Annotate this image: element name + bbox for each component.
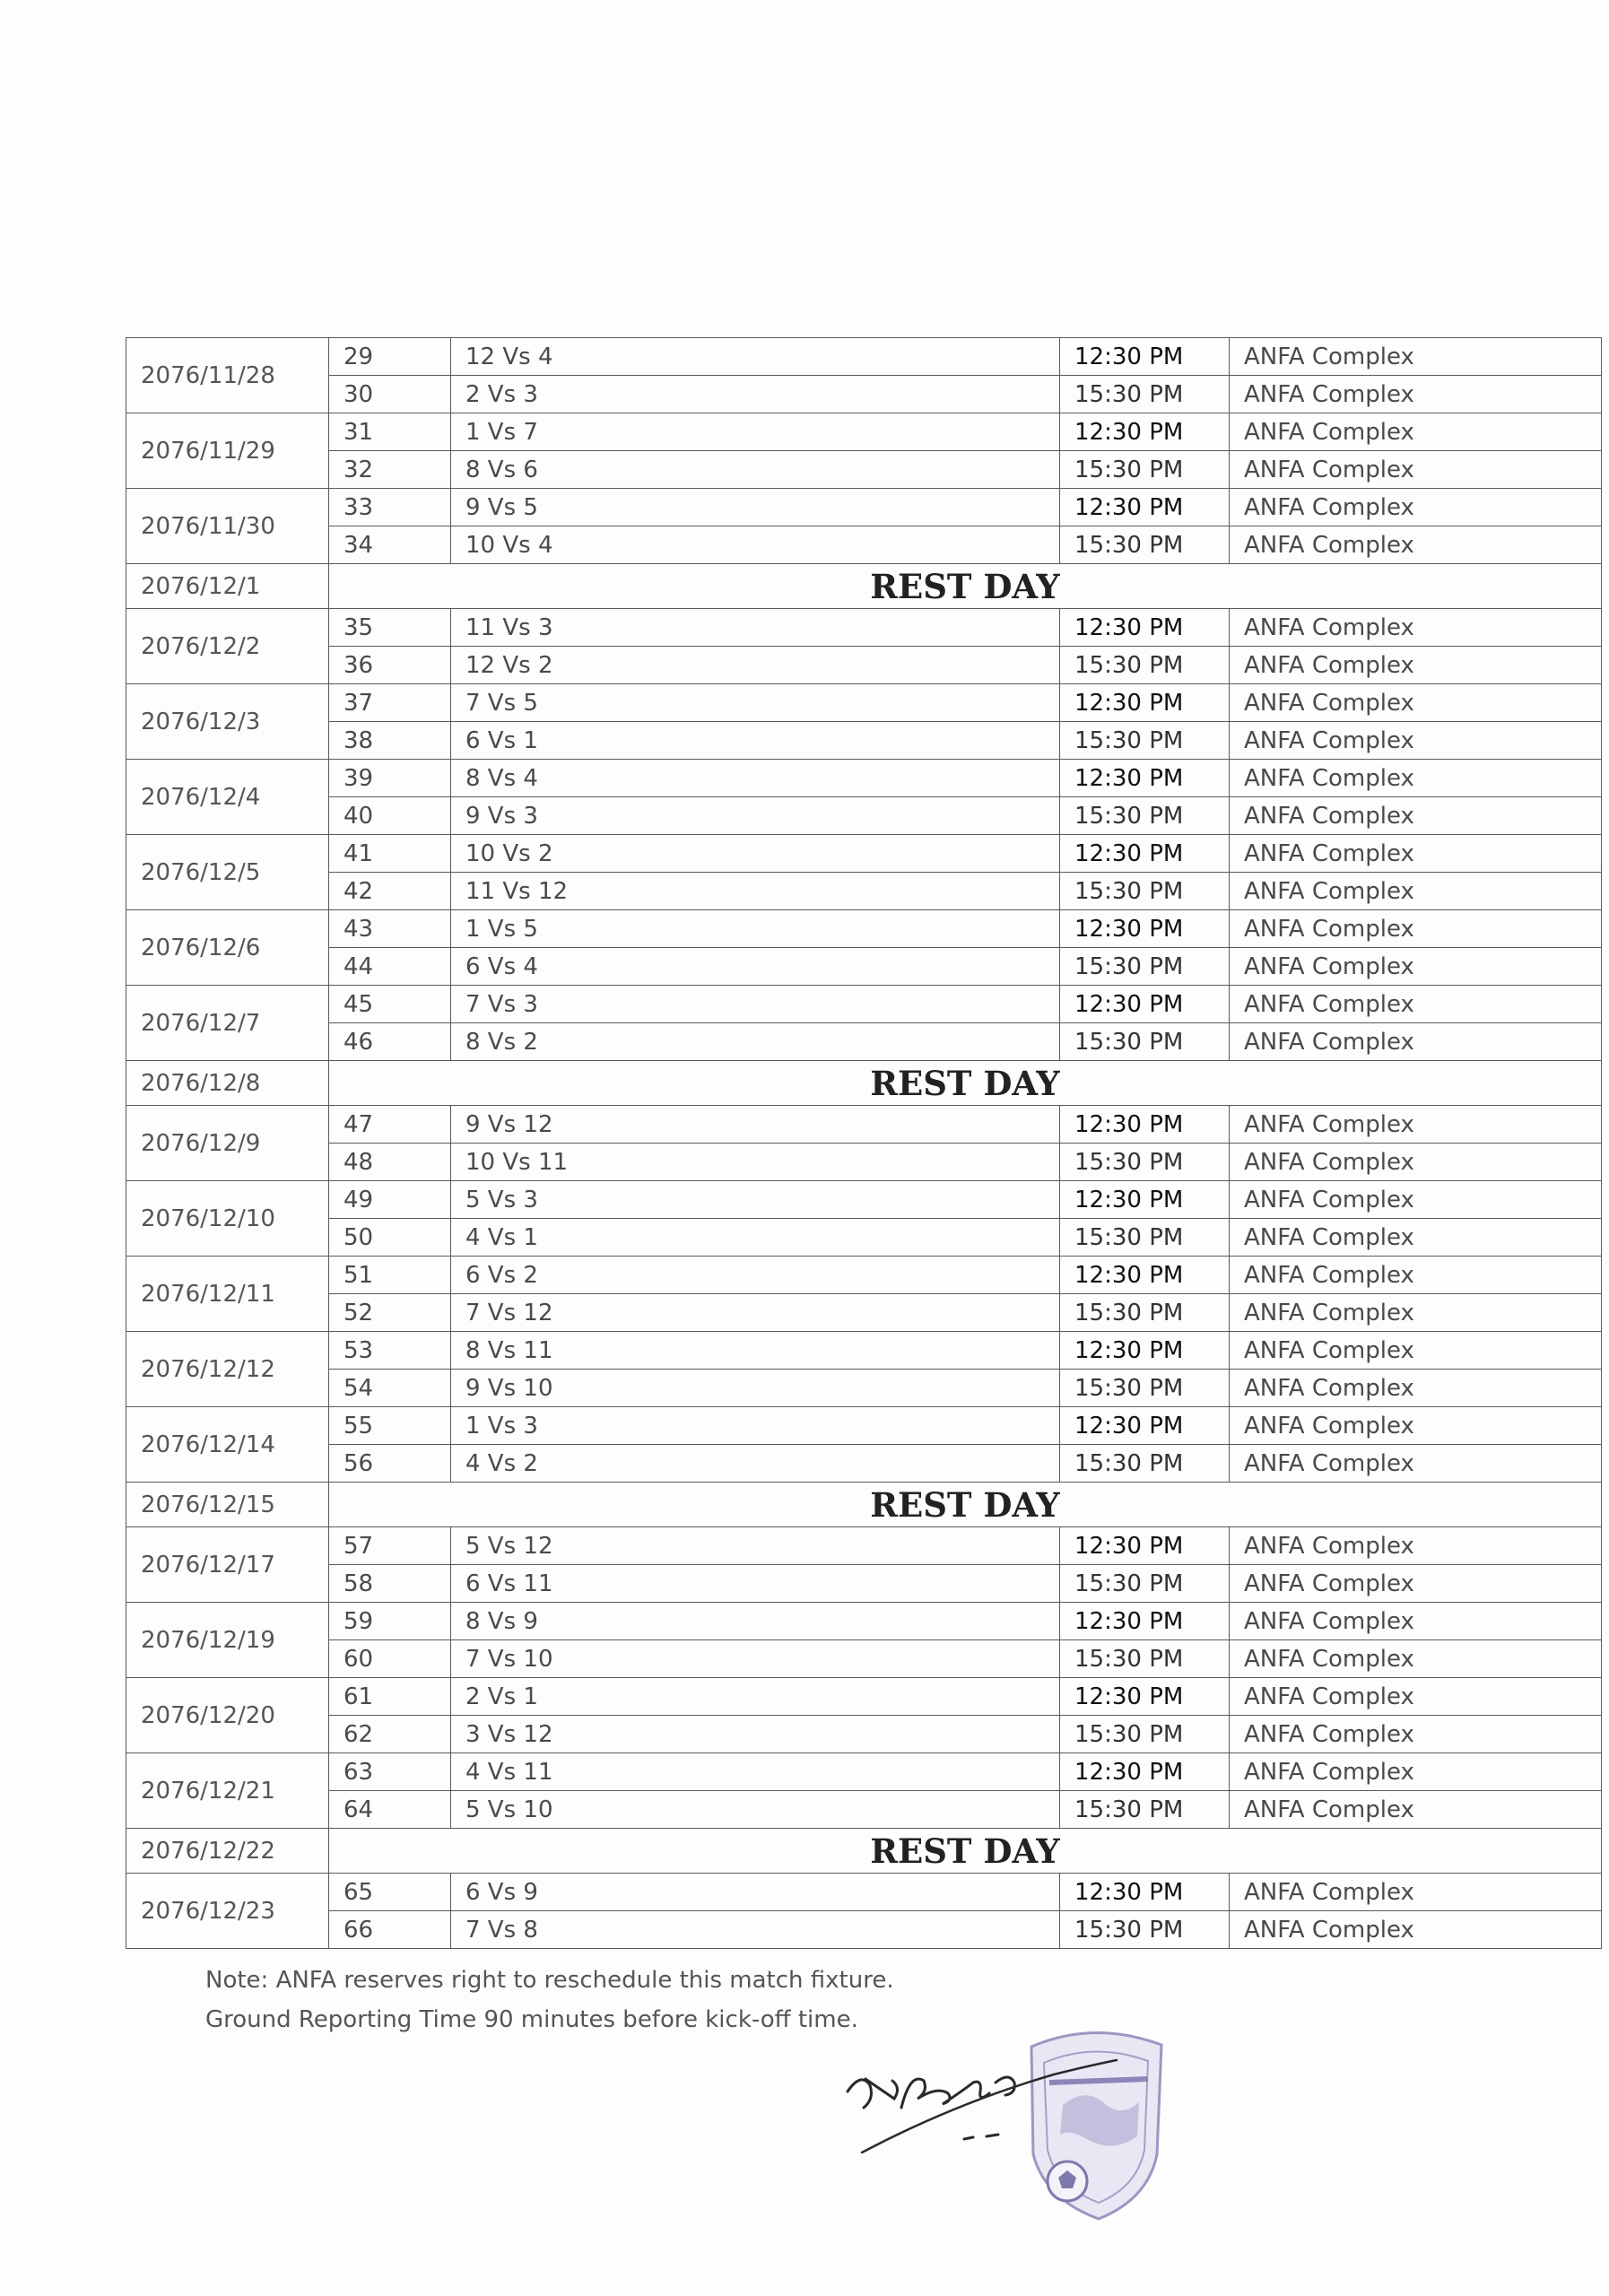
kickoff-time-cell: 12:30 PM: [1060, 760, 1230, 797]
match-teams-cell: 4 Vs 2: [451, 1445, 1060, 1483]
kickoff-time-cell: 12:30 PM: [1060, 1332, 1230, 1370]
fixture-table: [126, 337, 1602, 1949]
venue-cell: ANFA Complex: [1230, 1257, 1602, 1294]
match-teams-cell: 5 Vs 10: [451, 1791, 1060, 1829]
kickoff-time-cell: 15:30 PM: [1060, 526, 1230, 564]
date-cell: 2076/12/10: [126, 1181, 329, 1257]
match-row: [126, 489, 1602, 526]
venue-cell: ANFA Complex: [1230, 760, 1602, 797]
match-number-cell: 35: [329, 609, 451, 647]
match-number-cell: 53: [329, 1332, 451, 1370]
kickoff-time-cell: 15:30 PM: [1060, 1370, 1230, 1407]
match-row: [126, 797, 1602, 835]
match-row: [126, 1144, 1602, 1181]
match-row: [126, 376, 1602, 413]
match-row: [126, 609, 1602, 647]
match-number-cell: 32: [329, 451, 451, 489]
kickoff-time-cell: 15:30 PM: [1060, 1023, 1230, 1061]
match-teams-cell: 8 Vs 4: [451, 760, 1060, 797]
date-cell: 2076/11/28: [126, 338, 329, 413]
match-row: [126, 526, 1602, 564]
match-number-cell: 58: [329, 1565, 451, 1603]
match-teams-cell: 6 Vs 4: [451, 948, 1060, 986]
venue-cell: ANFA Complex: [1230, 986, 1602, 1023]
venue-cell: ANFA Complex: [1230, 1445, 1602, 1483]
match-teams-cell: 1 Vs 3: [451, 1407, 1060, 1445]
match-row: [126, 1294, 1602, 1332]
match-teams-cell: 5 Vs 12: [451, 1527, 1060, 1565]
match-row: [126, 1565, 1602, 1603]
kickoff-time-cell: 15:30 PM: [1060, 376, 1230, 413]
match-row: [126, 1445, 1602, 1483]
match-teams-cell: 10 Vs 11: [451, 1144, 1060, 1181]
match-number-cell: 61: [329, 1678, 451, 1716]
match-teams-cell: 7 Vs 10: [451, 1640, 1060, 1678]
kickoff-time-cell: 12:30 PM: [1060, 1257, 1230, 1294]
match-number-cell: 51: [329, 1257, 451, 1294]
match-row: [126, 413, 1602, 451]
match-row: [126, 1678, 1602, 1716]
date-cell: 2076/12/7: [126, 986, 329, 1061]
kickoff-time-cell: 12:30 PM: [1060, 609, 1230, 647]
venue-cell: ANFA Complex: [1230, 684, 1602, 722]
match-row: [126, 948, 1602, 986]
match-teams-cell: 1 Vs 5: [451, 910, 1060, 948]
venue-cell: ANFA Complex: [1230, 910, 1602, 948]
match-number-cell: 50: [329, 1219, 451, 1257]
venue-cell: ANFA Complex: [1230, 1874, 1602, 1911]
match-teams-cell: 4 Vs 1: [451, 1219, 1060, 1257]
match-teams-cell: 9 Vs 12: [451, 1106, 1060, 1144]
venue-cell: ANFA Complex: [1230, 797, 1602, 835]
kickoff-time-cell: 15:30 PM: [1060, 451, 1230, 489]
match-teams-cell: 9 Vs 10: [451, 1370, 1060, 1407]
match-number-cell: 37: [329, 684, 451, 722]
date-cell: 2076/12/20: [126, 1678, 329, 1753]
match-teams-cell: 5 Vs 3: [451, 1181, 1060, 1219]
match-row: [126, 1753, 1602, 1791]
match-number-cell: 62: [329, 1716, 451, 1753]
match-teams-cell: 7 Vs 8: [451, 1911, 1060, 1949]
venue-cell: ANFA Complex: [1230, 376, 1602, 413]
date-cell: 2076/12/5: [126, 835, 329, 910]
kickoff-time-cell: 15:30 PM: [1060, 722, 1230, 760]
kickoff-time-cell: 15:30 PM: [1060, 1565, 1230, 1603]
kickoff-time-cell: 15:30 PM: [1060, 647, 1230, 684]
match-row: [126, 986, 1602, 1023]
kickoff-time-cell: 12:30 PM: [1060, 1753, 1230, 1791]
venue-cell: ANFA Complex: [1230, 1603, 1602, 1640]
match-teams-cell: 6 Vs 11: [451, 1565, 1060, 1603]
match-number-cell: 41: [329, 835, 451, 873]
match-number-cell: 43: [329, 910, 451, 948]
kickoff-time-cell: 12:30 PM: [1060, 835, 1230, 873]
match-number-cell: 39: [329, 760, 451, 797]
venue-cell: ANFA Complex: [1230, 1332, 1602, 1370]
venue-cell: ANFA Complex: [1230, 1294, 1602, 1332]
date-cell: 2076/12/19: [126, 1603, 329, 1678]
venue-cell: ANFA Complex: [1230, 1407, 1602, 1445]
date-cell: 2076/12/2: [126, 609, 329, 684]
match-teams-cell: 8 Vs 11: [451, 1332, 1060, 1370]
venue-cell: ANFA Complex: [1230, 1144, 1602, 1181]
venue-cell: ANFA Complex: [1230, 873, 1602, 910]
kickoff-time-cell: 12:30 PM: [1060, 1106, 1230, 1144]
kickoff-time-cell: 15:30 PM: [1060, 873, 1230, 910]
reporting-time-note: Ground Reporting Time 90 minutes before kick-off time.: [205, 2006, 858, 2033]
rest-day-label: REST DAY: [329, 1483, 1602, 1527]
match-number-cell: 54: [329, 1370, 451, 1407]
signature: [839, 2036, 1184, 2161]
rest-day-label: REST DAY: [329, 564, 1602, 609]
date-cell: 2076/12/8: [126, 1061, 329, 1106]
match-number-cell: 57: [329, 1527, 451, 1565]
date-cell: 2076/12/1: [126, 564, 329, 609]
reschedule-note: Note: ANFA reserves right to reschedule this match fixture.: [205, 1967, 894, 1994]
match-row: [126, 873, 1602, 910]
match-teams-cell: 8 Vs 6: [451, 451, 1060, 489]
date-cell: 2076/12/4: [126, 760, 329, 835]
match-number-cell: 31: [329, 413, 451, 451]
venue-cell: ANFA Complex: [1230, 338, 1602, 376]
venue-cell: ANFA Complex: [1230, 1716, 1602, 1753]
match-teams-cell: 8 Vs 9: [451, 1603, 1060, 1640]
venue-cell: ANFA Complex: [1230, 948, 1602, 986]
match-row: [126, 835, 1602, 873]
venue-cell: ANFA Complex: [1230, 1106, 1602, 1144]
match-number-cell: 34: [329, 526, 451, 564]
venue-cell: ANFA Complex: [1230, 1023, 1602, 1061]
match-row: [126, 647, 1602, 684]
match-teams-cell: 7 Vs 5: [451, 684, 1060, 722]
venue-cell: ANFA Complex: [1230, 1370, 1602, 1407]
date-cell: 2076/12/6: [126, 910, 329, 986]
venue-cell: ANFA Complex: [1230, 609, 1602, 647]
match-teams-cell: 8 Vs 2: [451, 1023, 1060, 1061]
venue-cell: ANFA Complex: [1230, 1640, 1602, 1678]
match-row: [126, 910, 1602, 948]
date-cell: 2076/11/29: [126, 413, 329, 489]
venue-cell: ANFA Complex: [1230, 1219, 1602, 1257]
match-row: [126, 1181, 1602, 1219]
match-teams-cell: 6 Vs 9: [451, 1874, 1060, 1911]
rest-day-row: [126, 1061, 1602, 1106]
kickoff-time-cell: 15:30 PM: [1060, 1911, 1230, 1949]
venue-cell: ANFA Complex: [1230, 1911, 1602, 1949]
match-teams-cell: 12 Vs 4: [451, 338, 1060, 376]
venue-cell: ANFA Complex: [1230, 1565, 1602, 1603]
rest-day-label: REST DAY: [329, 1829, 1602, 1874]
match-teams-cell: 9 Vs 5: [451, 489, 1060, 526]
date-cell: 2076/11/30: [126, 489, 329, 564]
match-row: [126, 1106, 1602, 1144]
match-number-cell: 66: [329, 1911, 451, 1949]
match-row: [126, 1716, 1602, 1753]
match-number-cell: 30: [329, 376, 451, 413]
match-row: [126, 722, 1602, 760]
kickoff-time-cell: 12:30 PM: [1060, 1874, 1230, 1911]
match-row: [126, 338, 1602, 376]
match-number-cell: 49: [329, 1181, 451, 1219]
match-number-cell: 65: [329, 1874, 451, 1911]
rest-day-row: [126, 1829, 1602, 1874]
kickoff-time-cell: 12:30 PM: [1060, 1407, 1230, 1445]
match-number-cell: 40: [329, 797, 451, 835]
match-row: [126, 1370, 1602, 1407]
match-row: [126, 451, 1602, 489]
match-teams-cell: 6 Vs 2: [451, 1257, 1060, 1294]
match-teams-cell: 2 Vs 1: [451, 1678, 1060, 1716]
kickoff-time-cell: 12:30 PM: [1060, 413, 1230, 451]
date-cell: 2076/12/11: [126, 1257, 329, 1332]
match-row: [126, 1257, 1602, 1294]
match-number-cell: 56: [329, 1445, 451, 1483]
match-number-cell: 33: [329, 489, 451, 526]
match-row: [126, 760, 1602, 797]
venue-cell: ANFA Complex: [1230, 1753, 1602, 1791]
match-number-cell: 38: [329, 722, 451, 760]
rest-day-row: [126, 1483, 1602, 1527]
kickoff-time-cell: 15:30 PM: [1060, 1445, 1230, 1483]
match-teams-cell: 12 Vs 2: [451, 647, 1060, 684]
match-number-cell: 52: [329, 1294, 451, 1332]
match-teams-cell: 7 Vs 12: [451, 1294, 1060, 1332]
kickoff-time-cell: 12:30 PM: [1060, 684, 1230, 722]
match-row: [126, 1332, 1602, 1370]
match-number-cell: 42: [329, 873, 451, 910]
kickoff-time-cell: 15:30 PM: [1060, 1144, 1230, 1181]
match-number-cell: 48: [329, 1144, 451, 1181]
fixture-body: [126, 338, 1602, 1949]
match-teams-cell: 4 Vs 11: [451, 1753, 1060, 1791]
kickoff-time-cell: 12:30 PM: [1060, 1181, 1230, 1219]
kickoff-time-cell: 15:30 PM: [1060, 1791, 1230, 1829]
match-teams-cell: 3 Vs 12: [451, 1716, 1060, 1753]
match-number-cell: 45: [329, 986, 451, 1023]
venue-cell: ANFA Complex: [1230, 489, 1602, 526]
match-row: [126, 1874, 1602, 1911]
match-row: [126, 1219, 1602, 1257]
match-teams-cell: 10 Vs 2: [451, 835, 1060, 873]
venue-cell: ANFA Complex: [1230, 1791, 1602, 1829]
date-cell: 2076/12/22: [126, 1829, 329, 1874]
venue-cell: ANFA Complex: [1230, 526, 1602, 564]
kickoff-time-cell: 15:30 PM: [1060, 1640, 1230, 1678]
venue-cell: ANFA Complex: [1230, 1527, 1602, 1565]
match-row: [126, 1407, 1602, 1445]
date-cell: 2076/12/23: [126, 1874, 329, 1949]
venue-cell: ANFA Complex: [1230, 413, 1602, 451]
date-cell: 2076/12/3: [126, 684, 329, 760]
match-teams-cell: 2 Vs 3: [451, 376, 1060, 413]
kickoff-time-cell: 12:30 PM: [1060, 1678, 1230, 1716]
match-row: [126, 1603, 1602, 1640]
date-cell: 2076/12/21: [126, 1753, 329, 1829]
match-teams-cell: 9 Vs 3: [451, 797, 1060, 835]
kickoff-time-cell: 15:30 PM: [1060, 1716, 1230, 1753]
match-number-cell: 60: [329, 1640, 451, 1678]
match-teams-cell: 6 Vs 1: [451, 722, 1060, 760]
match-row: [126, 1023, 1602, 1061]
venue-cell: ANFA Complex: [1230, 647, 1602, 684]
kickoff-time-cell: 15:30 PM: [1060, 948, 1230, 986]
match-teams-cell: 10 Vs 4: [451, 526, 1060, 564]
kickoff-time-cell: 12:30 PM: [1060, 489, 1230, 526]
match-number-cell: 55: [329, 1407, 451, 1445]
venue-cell: ANFA Complex: [1230, 451, 1602, 489]
venue-cell: ANFA Complex: [1230, 1181, 1602, 1219]
match-number-cell: 47: [329, 1106, 451, 1144]
venue-cell: ANFA Complex: [1230, 835, 1602, 873]
venue-cell: ANFA Complex: [1230, 722, 1602, 760]
kickoff-time-cell: 12:30 PM: [1060, 1527, 1230, 1565]
match-teams-cell: 1 Vs 7: [451, 413, 1060, 451]
match-number-cell: 64: [329, 1791, 451, 1829]
kickoff-time-cell: 15:30 PM: [1060, 1219, 1230, 1257]
match-number-cell: 29: [329, 338, 451, 376]
date-cell: 2076/12/12: [126, 1332, 329, 1407]
match-teams-cell: 11 Vs 3: [451, 609, 1060, 647]
match-number-cell: 63: [329, 1753, 451, 1791]
match-number-cell: 59: [329, 1603, 451, 1640]
notes: [205, 1961, 894, 2039]
match-teams-cell: 7 Vs 3: [451, 986, 1060, 1023]
kickoff-time-cell: 12:30 PM: [1060, 1603, 1230, 1640]
rest-day-label: REST DAY: [329, 1061, 1602, 1106]
kickoff-time-cell: 15:30 PM: [1060, 797, 1230, 835]
match-teams-cell: 11 Vs 12: [451, 873, 1060, 910]
date-cell: 2076/12/14: [126, 1407, 329, 1483]
kickoff-time-cell: 12:30 PM: [1060, 910, 1230, 948]
match-row: [126, 684, 1602, 722]
kickoff-time-cell: 15:30 PM: [1060, 1294, 1230, 1332]
kickoff-time-cell: 12:30 PM: [1060, 986, 1230, 1023]
match-row: [126, 1640, 1602, 1678]
date-cell: 2076/12/9: [126, 1106, 329, 1181]
match-number-cell: 36: [329, 647, 451, 684]
match-row: [126, 1527, 1602, 1565]
rest-day-row: [126, 564, 1602, 609]
match-row: [126, 1911, 1602, 1949]
date-cell: 2076/12/17: [126, 1527, 329, 1603]
match-number-cell: 46: [329, 1023, 451, 1061]
date-cell: 2076/12/15: [126, 1483, 329, 1527]
match-number-cell: 44: [329, 948, 451, 986]
match-row: [126, 1791, 1602, 1829]
kickoff-time-cell: 12:30 PM: [1060, 338, 1230, 376]
venue-cell: ANFA Complex: [1230, 1678, 1602, 1716]
